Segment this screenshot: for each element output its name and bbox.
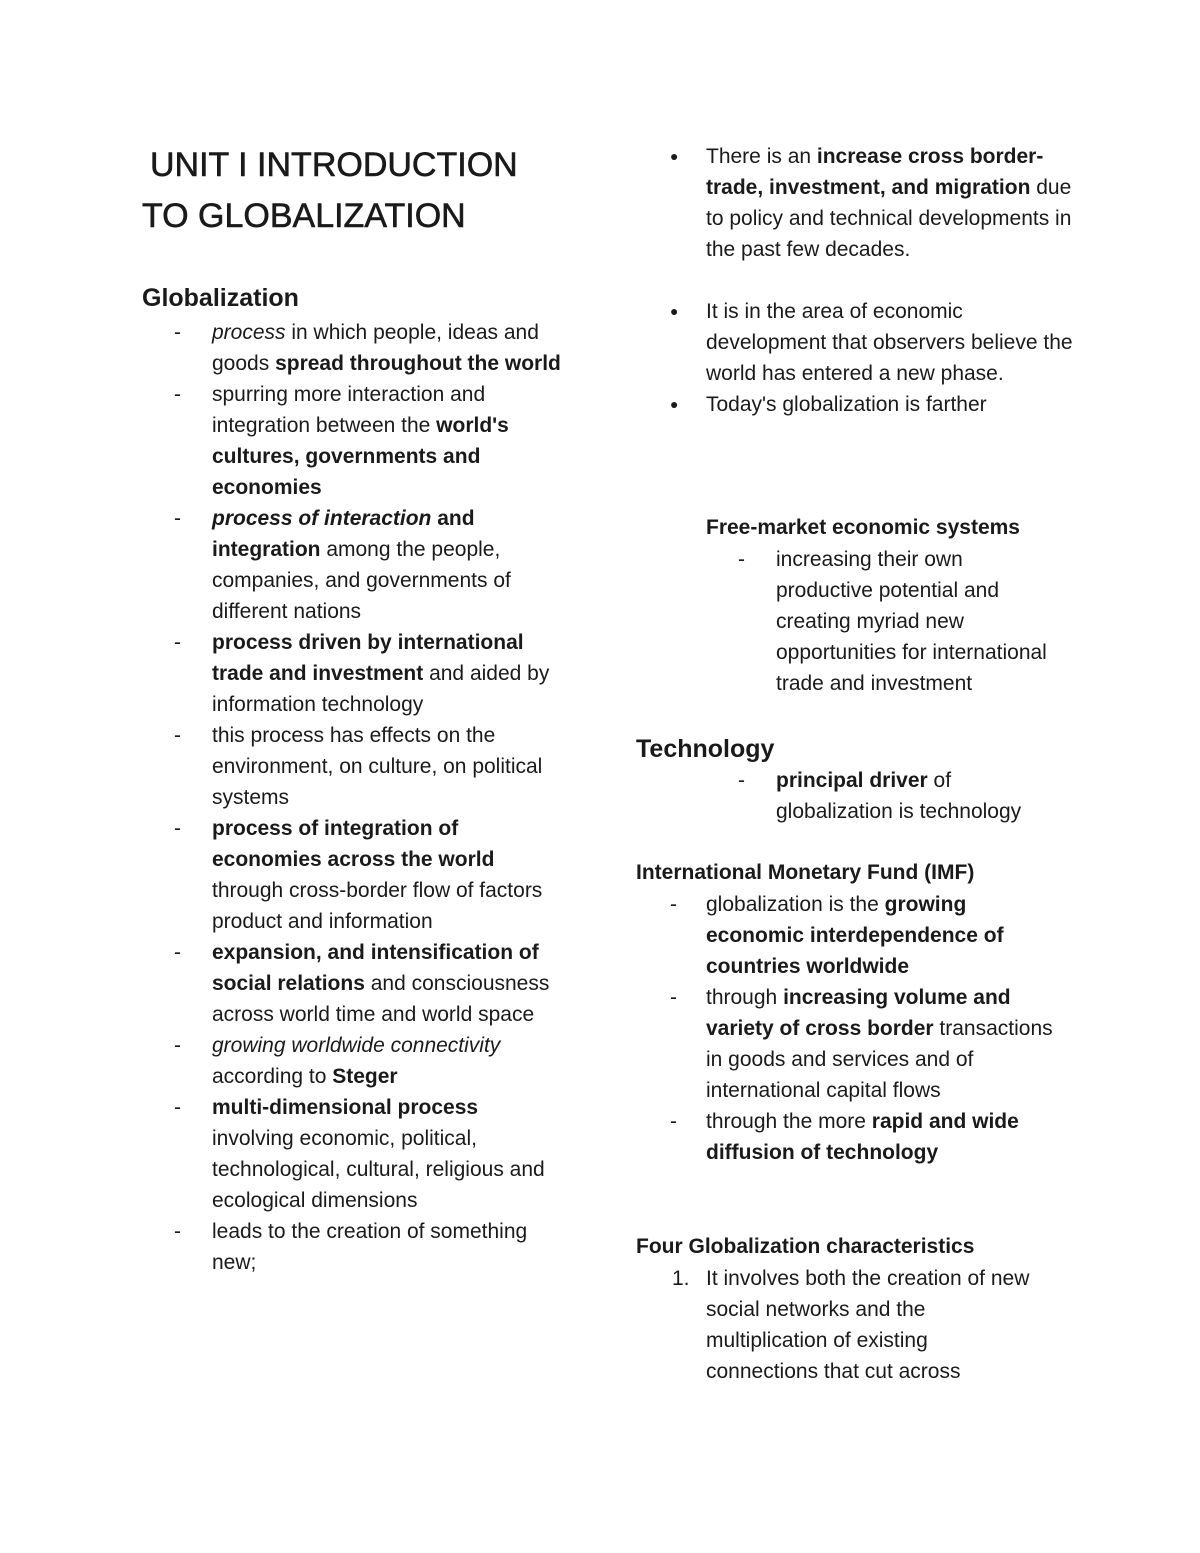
text-run: principal driver [776,769,928,792]
list-item [142,1030,562,1092]
free-market-list [706,544,1056,699]
dash-marker: - [174,507,181,530]
text-run: globalization is the [706,893,885,916]
dash-marker: - [174,383,181,406]
text-run: and integration [212,507,475,561]
document-title [142,140,582,242]
text-run: according to [212,1065,333,1088]
text-run: Steger [332,1065,398,1088]
text-run: transactions in goods and services and of international capital flows [706,1017,1053,1102]
text-run: process of integration of economies across the world [212,817,495,871]
text-run: through cross-border flow of factors product and information [212,879,543,933]
dash-marker: - [174,1220,181,1243]
text-run: expansion, and intensification of social relations [212,941,539,995]
list-item [636,1263,1036,1387]
text-run: through [706,986,784,1009]
text-run: spurring more interaction and integration between the [212,383,486,437]
list-item [142,627,562,720]
text-run: There is an [706,145,817,168]
dash-marker: - [174,321,181,344]
bullet-marker: ● [670,396,679,412]
dash-marker: - [670,893,677,916]
text-run: It involves both the creation of new social networks and the multiplication of existing connections that cut across [706,1267,1030,1383]
list-item [636,889,1066,982]
number-marker: 1. [672,1267,690,1290]
list-item [142,317,562,379]
list-item [142,720,562,813]
globalization-definitions-list [142,317,562,1278]
dash-marker: - [174,817,181,840]
text-run: spread throughout the world [275,352,561,375]
list-item [670,296,1080,389]
list-item [670,389,1080,420]
title-line-2: TO GLOBALIZATION [142,197,466,235]
list-item [706,765,1056,827]
characteristics-list [636,1263,1036,1387]
text-run: process driven by international trade and investment [212,631,524,685]
text-run: involving economic, political, technological, cultural, religious and ecological dimensions [212,1127,545,1212]
text-run: rapid and wide diffusion of technology [706,1110,1019,1164]
title-line-1: UNIT I INTRODUCTION [150,146,518,184]
dash-marker: - [738,548,745,571]
dash-marker: - [174,724,181,747]
list-item [706,544,1056,699]
list-item [142,379,562,503]
list-item [142,813,562,937]
text-run: Today's globalization is farther [706,393,987,416]
text-run: through the more [706,1110,872,1133]
text-run: world's cultures, governments and economies [212,414,509,499]
heading-four-characteristics: Four Globalization characteristics [636,1235,975,1258]
list-item [142,1092,562,1216]
bullet-list [670,141,1080,420]
list-item [142,503,562,627]
text-run: of globalization is technology [776,769,1022,823]
text-run: increasing their own productive potential and creating myriad new opportunities for international trade and investment [776,548,1047,695]
text-run: growing economic interdependence of countries worldwide [706,893,1004,978]
list-item [636,982,1066,1106]
text-run: leads to the creation of something new; [212,1220,528,1274]
dash-marker: - [174,941,181,964]
heading-technology: Technology [636,735,775,763]
dash-marker: - [738,769,745,792]
dash-marker: - [670,986,677,1009]
imf-list [636,889,1066,1168]
text-run: due to policy and technical developments in the past few decades. [706,176,1072,261]
heading-free-market: Free-market economic systems [706,516,1020,539]
list-item [142,1216,562,1278]
heading-globalization: Globalization [142,284,299,312]
text-run: multi-dimensional process [212,1096,479,1119]
dash-marker: - [174,1096,181,1119]
text-run: this process has effects on the environment, on culture, on political systems [212,724,543,809]
text-run: increase cross border- trade, investment, and migration [706,145,1044,199]
technology-list [706,765,1056,827]
list-item [636,1106,1066,1168]
text-run: process of interaction [212,507,432,530]
dash-marker: - [174,631,181,654]
heading-imf: International Monetary Fund (IMF) [636,861,975,884]
text-run: It is in the area of economic development that observers believe the world has entered a new phase. [706,300,1073,385]
text-run: and consciousness across world time and world space [212,972,550,1026]
bullet-marker: ● [670,303,679,319]
dash-marker: - [174,1034,181,1057]
list-item [670,141,1080,265]
text-run: in which people, ideas and goods [212,321,539,375]
text-run: among the people, companies, and governments of different nations [212,538,511,623]
text-run: increasing volume and variety of cross border [706,986,1011,1040]
text-run: and aided by information technology [212,662,550,716]
bullet-marker: ● [670,148,679,164]
dash-marker: - [670,1110,677,1133]
list-item [142,937,562,1030]
text-run: growing worldwide connectivity [212,1034,501,1057]
text-run: process [212,321,286,344]
